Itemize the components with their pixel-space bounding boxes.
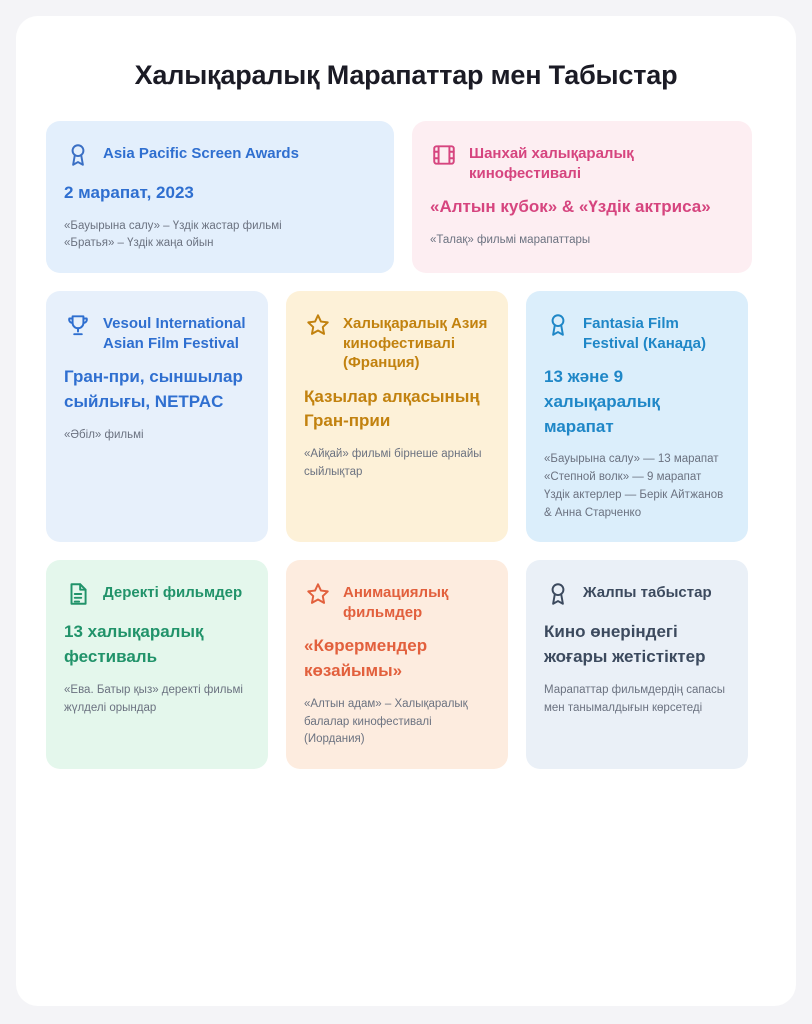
card-highlight: Қазылар алқасының Гран-прии	[304, 386, 480, 431]
cards-row-3	[46, 560, 766, 769]
card-note-line: «Братья» – Үздік жаңа ойын	[64, 237, 214, 250]
cards-row-2	[46, 291, 766, 542]
card-title: Шанхай халықаралық кинофестивалі	[469, 145, 634, 182]
card-header	[64, 580, 250, 608]
card-highlight: Гран-при, сыншылар сыйлығы, NETPAC	[64, 367, 243, 411]
card-note-line: «Талақ» фильмі марапаттары	[430, 233, 591, 246]
document-icon	[64, 580, 92, 608]
card-note-line: «Бауырына салу» – Үздік жастар фильмі	[64, 219, 282, 232]
card-title: Анимациялық фильмдер	[343, 584, 449, 621]
card-documentary-films	[46, 560, 268, 769]
card-header	[304, 311, 490, 373]
card-note-line: Марапаттар фильмдердің сапасы мен танымалдығын көрсетеді	[544, 683, 725, 714]
card-title: Деректі фильмдер	[103, 584, 243, 602]
card-animation-films	[286, 560, 508, 769]
page-title: Халықаралық Марапаттар мен Табыстар	[134, 60, 678, 90]
card-note-line: «Бауырына салу» — 13 марапат	[544, 453, 719, 466]
card-notes	[430, 232, 734, 250]
card-highlight: «Алтын кубок» & «Үздік актриса»	[430, 197, 711, 216]
card-note-line: Үздік актерлер — Берік Айтжанов & Анна Старченко	[544, 488, 724, 519]
card-title: Халықаралық Азия кинофестивалі (Франция)	[343, 315, 488, 372]
card-highlight: 13 халықаралық фестиваль	[64, 622, 204, 667]
card-highlight: Кино өнеріндегі жоғары жетістіктер	[544, 622, 706, 667]
card-notes	[64, 682, 250, 718]
card-title: Жалпы табыстар	[583, 584, 712, 602]
content-sheet	[16, 16, 796, 1006]
card-notes	[544, 451, 730, 522]
card-asia-film-festival-france	[286, 291, 508, 542]
card-notes	[304, 696, 490, 749]
card-overall-achievements	[526, 560, 748, 769]
card-header	[544, 580, 730, 608]
film-strip-icon	[430, 141, 458, 169]
card-note-line: «Степной волк» — 9 марапат	[544, 471, 702, 483]
star-icon	[304, 311, 332, 339]
card-notes	[544, 682, 730, 718]
card-highlight: «Көрермендер көзайымы»	[304, 636, 428, 681]
card-header	[304, 580, 490, 622]
card-highlight: 2 марапат, 2023	[64, 183, 194, 202]
card-notes	[304, 446, 490, 482]
card-title: Vesoul International Asian Film Festival	[103, 315, 246, 352]
card-header	[544, 311, 730, 353]
cards-row-1	[46, 121, 766, 273]
card-note-line: «Ева. Батыр қыз» деректі фильмі жүлделі орындар	[64, 683, 243, 714]
card-title: Fantasia Film Festival (Канада)	[583, 315, 706, 352]
star-icon	[304, 580, 332, 608]
card-note-line: «Әбіл» фильмі	[64, 428, 144, 441]
card-header	[430, 141, 734, 183]
card-asia-pacific-screen-awards	[46, 121, 394, 273]
card-highlight: 13 және 9 халықаралық марапат	[544, 367, 660, 436]
card-vesoul-international-asian-film-festival	[46, 291, 268, 542]
card-fantasia-film-festival-canada	[526, 291, 748, 542]
award-ribbon-icon	[544, 311, 572, 339]
card-shanghai-film-festival	[412, 121, 752, 273]
card-header	[64, 311, 250, 353]
card-notes	[64, 427, 250, 445]
card-notes	[64, 218, 376, 254]
card-title: Asia Pacific Screen Awards	[103, 145, 299, 162]
card-note-line: «Айқай» фильмі бірнеше арнайы сыйлықтар	[304, 448, 482, 478]
card-note-line: «Алтын адам» – Халықаралық балалар кинофестивалі (Иордания)	[304, 697, 468, 746]
trophy-icon	[64, 311, 92, 339]
award-ribbon-icon	[64, 141, 92, 169]
award-ribbon-icon	[544, 580, 572, 608]
card-header	[64, 141, 376, 169]
